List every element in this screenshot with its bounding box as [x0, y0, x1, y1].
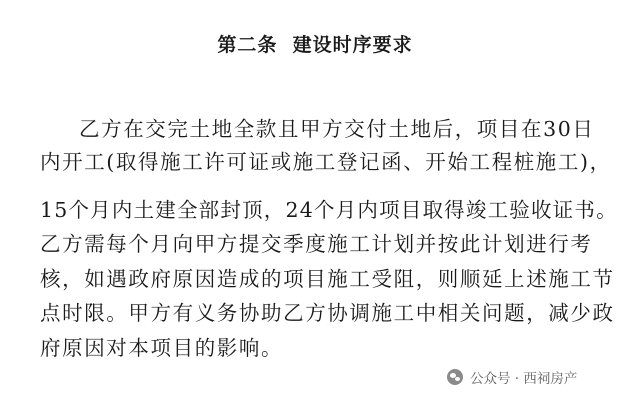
paragraph-line-2: 内开工(取得施工许可证或施工登记函、开始工程桩施工)， — [40, 150, 612, 174]
paragraph-line-7: 府原因对本项目的影响。 — [40, 336, 284, 360]
paragraph-line-6: 点时限。甲方有义务协助乙方协调施工中相关问题，减少政 — [40, 301, 615, 325]
watermark-text: 公众号 · 西祠房产 — [470, 371, 578, 387]
paragraph-line-4: 乙方需每个月向甲方提交季度施工计划并按此计划进行考 — [40, 232, 593, 256]
paragraph-line-3: 15个月内土建全部封顶，24个月内项目取得竣工验收证书。 — [40, 198, 618, 222]
section-heading: 第二条 建设时序要求 — [217, 34, 413, 56]
paragraph-line-1: 乙方在交完土地全款且甲方交付土地后，项目在30日 — [79, 117, 595, 141]
wechat-icon — [447, 369, 463, 385]
watermark — [447, 366, 577, 388]
paragraph-line-5: 核，如遇政府原因造成的项目施工受阻，则顺延上述施工节 — [40, 267, 615, 291]
